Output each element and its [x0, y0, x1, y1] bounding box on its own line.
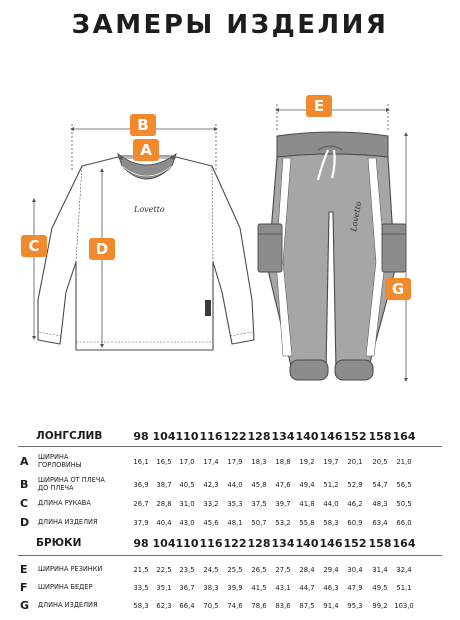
table-cell: 44,0	[227, 481, 243, 489]
size-label: 158	[368, 537, 392, 550]
table-cell: 40,5	[179, 481, 195, 489]
table-cell: 33,5	[133, 584, 149, 592]
svg-text:E: E	[313, 97, 325, 115]
table-cell: 95,3	[347, 602, 363, 610]
table-cell: 35,1	[156, 584, 172, 592]
table-cell: 46,3	[323, 584, 339, 592]
size-label: 128	[247, 430, 271, 443]
table-title: ЛОНГСЛИВ	[36, 430, 103, 442]
size-label: 134	[271, 537, 295, 550]
row-letter: G	[20, 599, 30, 612]
row-label-line: ШИРИНА РЕЗИНКИ	[38, 565, 103, 573]
table-cell: 41,8	[299, 500, 315, 508]
table-cell: 46,2	[347, 500, 363, 508]
table-cell: 42,3	[203, 481, 219, 489]
row-label	[38, 602, 128, 610]
svg-text:B: B	[137, 116, 149, 134]
table-cell: 43,1	[275, 584, 291, 592]
table-cell: 66,0	[396, 519, 412, 527]
size-label: 98	[133, 430, 149, 443]
table-cell: 37,9	[133, 519, 149, 527]
row-label-line: ШИРИНА БЕДЕР	[38, 583, 93, 591]
table-cell: 17,4	[203, 458, 219, 466]
badge-d	[89, 238, 115, 260]
table-cell: 51,1	[396, 584, 412, 592]
svg-text:D: D	[95, 240, 109, 258]
size-label: 116	[199, 430, 223, 443]
table-cell: 63,4	[372, 519, 388, 527]
longsleeve-drawing	[38, 154, 254, 350]
table-cell: 35,3	[227, 500, 243, 508]
table-cell: 70,5	[203, 602, 219, 610]
size-label: 152	[343, 430, 367, 443]
row-label	[38, 477, 128, 493]
table-cell: 78,6	[251, 602, 267, 610]
pants-drawing	[258, 132, 406, 380]
table-cell: 45,6	[203, 519, 219, 527]
longsleeve-logo: Lovetto	[134, 205, 165, 214]
svg-text:C: C	[28, 237, 40, 255]
table-cell: 58,3	[323, 519, 339, 527]
table-cell: 16,5	[156, 458, 172, 466]
table-cell: 26,5	[251, 566, 267, 574]
size-label: 122	[223, 537, 247, 550]
row-letter: E	[20, 563, 28, 576]
table-cell: 18,8	[275, 458, 291, 466]
row-label-line: ШИРИНА ОТ ПЛЕЧА	[38, 476, 105, 484]
table-cell: 39,9	[227, 584, 243, 592]
table-cell: 47,9	[347, 584, 363, 592]
table-cell: 83,6	[275, 602, 291, 610]
size-label: 158	[368, 430, 392, 443]
table-cell: 48,1	[227, 519, 243, 527]
size-label: 134	[271, 430, 295, 443]
table-cell: 19,2	[299, 458, 315, 466]
table-cell: 44,0	[323, 500, 339, 508]
table-cell: 36,9	[133, 481, 149, 489]
size-label: 110	[175, 537, 199, 550]
table-cell: 31,4	[372, 566, 388, 574]
size-label: 146	[319, 430, 343, 443]
badge-a	[133, 139, 159, 161]
badge-c	[21, 235, 47, 257]
row-label-line: ДЛИНА ИЗДЕЛИЯ	[38, 601, 98, 609]
badge-g	[385, 278, 411, 300]
row-label-line: ДЛИНА РУКАВА	[38, 499, 91, 507]
table-cell: 16,1	[133, 458, 149, 466]
table-cell: 39,7	[275, 500, 291, 508]
table-cell: 52,9	[347, 481, 363, 489]
table-cell: 28,4	[299, 566, 315, 574]
table-cell: 62,3	[156, 602, 172, 610]
table-cell: 19,7	[323, 458, 339, 466]
size-label: 104	[152, 430, 176, 443]
table-cell: 31,0	[179, 500, 195, 508]
table-cell: 22,5	[156, 566, 172, 574]
table-cell: 50,7	[251, 519, 267, 527]
svg-text:G: G	[391, 280, 405, 298]
table-cell: 24,5	[203, 566, 219, 574]
table-cell: 33,2	[203, 500, 219, 508]
size-label: 128	[247, 537, 271, 550]
table-cell: 47,6	[275, 481, 291, 489]
table-cell: 53,2	[275, 519, 291, 527]
table-cell: 27,5	[275, 566, 291, 574]
table-divider	[18, 555, 442, 556]
row-letter: C	[20, 497, 29, 510]
table-cell: 43,0	[179, 519, 195, 527]
svg-text:A: A	[140, 141, 152, 159]
table-cell: 23,5	[179, 566, 195, 574]
table-cell: 29,4	[323, 566, 339, 574]
table-cell: 26,7	[133, 500, 149, 508]
table-cell: 41,5	[251, 584, 267, 592]
table-cell: 99,2	[372, 602, 388, 610]
table-cell: 60,9	[347, 519, 363, 527]
size-label: 164	[392, 537, 416, 550]
row-letter: D	[20, 516, 30, 529]
table-cell: 49,4	[299, 481, 315, 489]
size-label: 98	[133, 537, 149, 550]
size-label: 104	[152, 537, 176, 550]
size-label: 164	[392, 430, 416, 443]
size-label: 116	[199, 537, 223, 550]
page-title: ЗАМЕРЫ ИЗДЕЛИЯ	[71, 10, 389, 40]
table-cell: 37,5	[251, 500, 267, 508]
garment-illustrations	[0, 85, 460, 405]
table-title: БРЮКИ	[36, 537, 82, 549]
size-label: 152	[343, 537, 367, 550]
table-cell: 28,8	[156, 500, 172, 508]
table-cell: 103,0	[394, 602, 414, 610]
table-cell: 50,5	[396, 500, 412, 508]
size-label: 122	[223, 430, 247, 443]
row-label	[38, 454, 128, 470]
row-label	[38, 519, 128, 527]
table-cell: 91,4	[323, 602, 339, 610]
table-cell: 87,5	[299, 602, 315, 610]
table-cell: 44,7	[299, 584, 315, 592]
table-cell: 20,5	[372, 458, 388, 466]
row-label	[38, 566, 128, 574]
table-divider	[18, 446, 442, 447]
row-letter: A	[20, 455, 29, 468]
table-cell: 21,0	[396, 458, 412, 466]
row-letter: F	[20, 581, 28, 594]
table-cell: 30,4	[347, 566, 363, 574]
table-cell: 48,3	[372, 500, 388, 508]
table-cell: 38,3	[203, 584, 219, 592]
table-cell: 18,3	[251, 458, 267, 466]
table-cell: 66,4	[179, 602, 195, 610]
table-cell: 58,3	[133, 602, 149, 610]
badge-b	[130, 114, 156, 136]
table-cell: 36,7	[179, 584, 195, 592]
table-cell: 56,5	[396, 481, 412, 489]
table-cell: 51,2	[323, 481, 339, 489]
size-label: 140	[295, 430, 319, 443]
table-cell: 49,5	[372, 584, 388, 592]
table-cell: 21,5	[133, 566, 149, 574]
size-label: 110	[175, 430, 199, 443]
pants-logo: Lovetto	[349, 200, 364, 233]
row-label-line: ДО ПЛЕЧА	[38, 483, 74, 492]
row-label-line: ГОРЛОВИНЫ	[38, 460, 82, 469]
row-label	[38, 500, 128, 508]
table-cell: 38,7	[156, 481, 172, 489]
row-label-line: ДЛИНА ИЗДЕЛИЯ	[38, 518, 98, 526]
table-cell: 74,6	[227, 602, 243, 610]
table-cell: 45,8	[251, 481, 267, 489]
table-cell: 32,4	[396, 566, 412, 574]
row-letter: B	[20, 478, 29, 491]
table-cell: 17,9	[227, 458, 243, 466]
table-cell: 55,8	[299, 519, 315, 527]
badge-e	[306, 95, 332, 117]
row-label	[38, 584, 128, 592]
row-label-line: ШИРИНА	[38, 453, 69, 461]
size-label: 140	[295, 537, 319, 550]
size-label: 146	[319, 537, 343, 550]
table-cell: 20,1	[347, 458, 363, 466]
table-cell: 25,5	[227, 566, 243, 574]
table-cell: 40,4	[156, 519, 172, 527]
table-cell: 17,0	[179, 458, 195, 466]
table-cell: 54,7	[372, 481, 388, 489]
